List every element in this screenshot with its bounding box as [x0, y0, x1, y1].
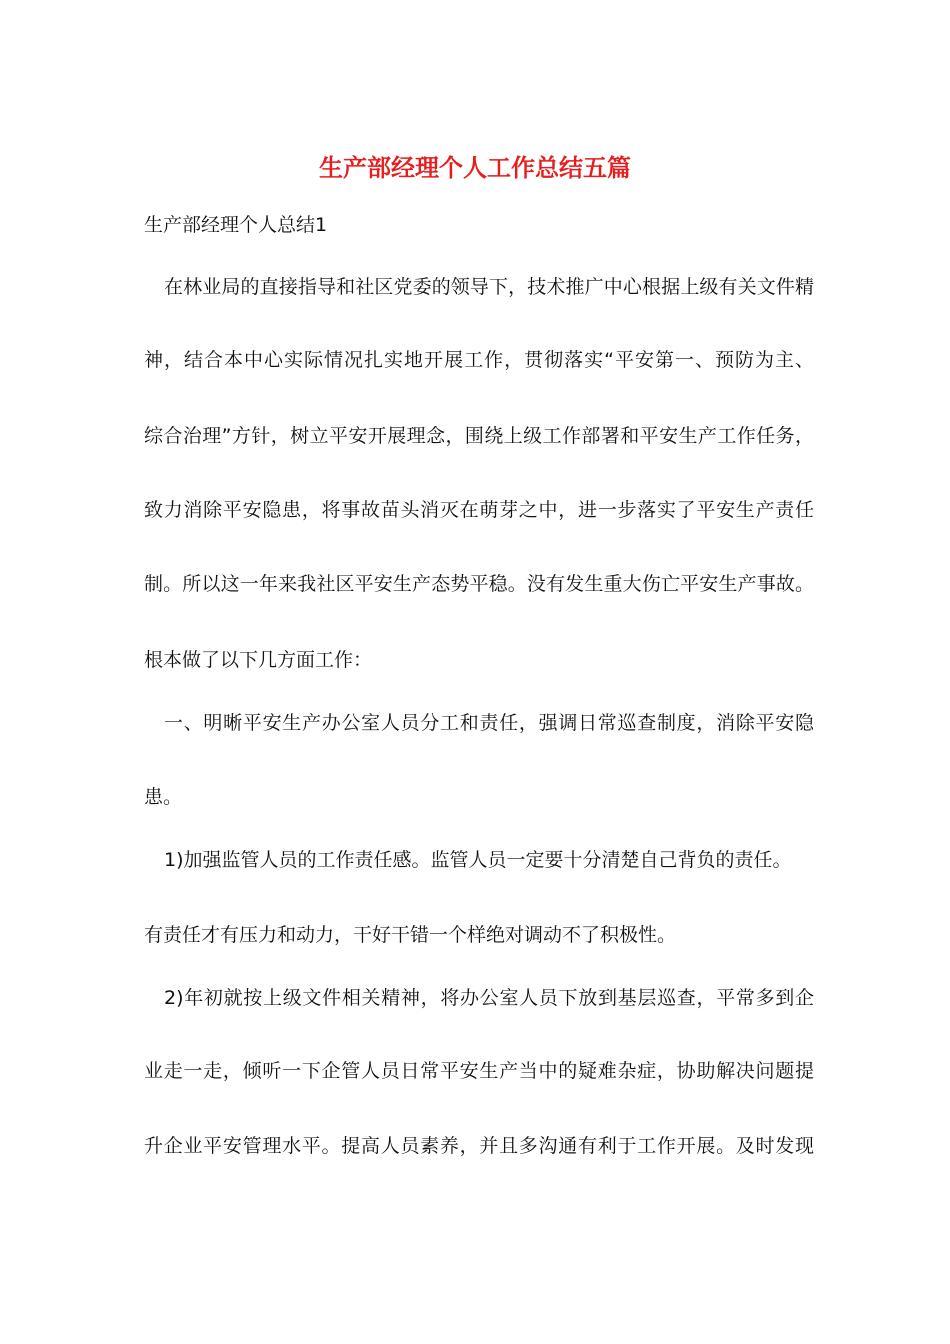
section-heading: 生产部经理个人总结1	[144, 214, 328, 236]
paragraph-line: 有责任才有压力和动力，干好干错一个样绝对调动不了积极性。	[144, 924, 677, 946]
list-item: 2)年初就按上级文件相关精神，将办公室人员下放到基层巡查，平常多到企	[164, 987, 814, 1009]
paragraph-line: 患。	[144, 786, 183, 808]
document-title: 生产部经理个人工作总结五篇	[319, 153, 631, 182]
list-item-heading: 一、明晰平安生产办公室人员分工和责任，强调日常巡查制度，消除平安隐	[164, 712, 814, 734]
paragraph-line: 业走一走，倾听一下企管人员日常平安生产当中的疑难杂症，协助解决问题提	[144, 1060, 814, 1082]
paragraph-line: 致力消除平安隐患，将事故苗头消灭在萌芽之中，进一步落实了平安生产责任	[144, 499, 814, 521]
paragraph-line: 综合治理”方针，树立平安开展理念，围绕上级工作部署和平安生产工作任务，	[144, 425, 814, 447]
list-item: 1)加强监管人员的工作责任感。监管人员一定要十分清楚自己背负的责任。	[164, 849, 792, 871]
paragraph-line: 根本做了以下几方面工作：	[144, 649, 373, 671]
paragraph-line: 制。所以这一年来我社区平安生产态势平稳。没有发生重大伤亡平安生产事故。	[144, 573, 814, 595]
paragraph-line: 神，结合本中心实际情况扎实地开展工作，贯彻落实“平安第一、预防为主、	[144, 349, 814, 371]
paragraph-line: 在林业局的直接指导和社区党委的领导下，技术推广中心根据上级有关文件精	[164, 276, 814, 298]
paragraph-line: 升企业平安管理水平。提高人员素养，并且多沟通有利于工作开展。及时发现	[144, 1135, 814, 1157]
